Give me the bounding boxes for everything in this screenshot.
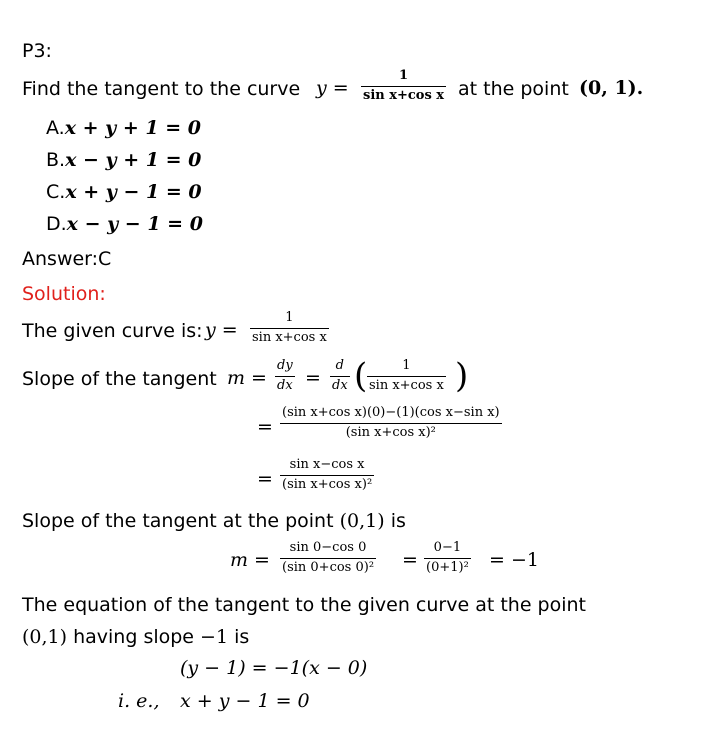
eq-text-1: The equation of the tangent to the given curve at the point	[22, 594, 587, 616]
eq-point: (0,1)	[22, 626, 68, 648]
eval-num-1: sin 0−cos 0	[289, 540, 367, 555]
option-expr: x − y − 1 = 0	[66, 213, 203, 235]
fraction-bar	[367, 376, 446, 377]
fraction-bar	[280, 475, 374, 476]
fraction-bar	[361, 86, 446, 87]
eval-num-2: 0−1	[433, 540, 462, 555]
option-b	[46, 149, 201, 171]
eval-fraction-2	[424, 540, 471, 576]
equals-sign: =	[257, 468, 273, 490]
d-dx-fraction	[330, 358, 350, 394]
step3-fraction	[280, 457, 374, 493]
eq-text-2: having slope	[73, 626, 194, 648]
question-frac-num: 1	[399, 68, 409, 83]
at-point-is: is	[390, 510, 406, 532]
option-letter: C.	[46, 181, 66, 203]
eval-den-1: (sin 0+cos 0)²	[282, 560, 375, 575]
option-expr: x + y + 1 = 0	[64, 117, 201, 139]
equals-sign: =	[257, 416, 273, 438]
option-expr: x + y − 1 = 0	[65, 181, 202, 203]
d: d	[335, 358, 344, 373]
given-text: The given curve is:	[22, 320, 203, 342]
dx2: dx	[332, 378, 348, 393]
fraction-bar	[424, 558, 471, 559]
fraction-bar	[330, 376, 350, 377]
eval-result: = −1	[489, 549, 539, 571]
slope-m-eq: m =	[227, 367, 267, 389]
option-a	[46, 117, 201, 139]
question-point: (0, 1).	[579, 77, 644, 99]
given-num: 1	[285, 310, 294, 325]
given-y-eq: y =	[205, 319, 238, 341]
answer-value: C	[98, 248, 112, 270]
inner-num: 1	[402, 358, 411, 373]
fraction-bar	[275, 376, 295, 377]
ie-label: i. e.,	[118, 690, 160, 712]
question-y-eq: y =	[316, 77, 349, 99]
answer	[22, 248, 111, 270]
equals-sign: =	[305, 367, 321, 389]
step3-den: (sin x+cos x)²	[282, 477, 373, 492]
right-paren: )	[455, 356, 469, 396]
inner-fraction	[367, 358, 446, 394]
eval-fraction-1	[280, 540, 376, 576]
given-den: sin x+cos x	[252, 330, 327, 345]
at-point-text: Slope of the tangent at the point	[22, 510, 334, 532]
left-paren: (	[354, 356, 368, 396]
question-fraction	[361, 68, 446, 104]
option-expr: x − y + 1 = 0	[65, 149, 202, 171]
step3-num: sin x−cos x	[289, 457, 365, 472]
at-point-coords: (0,1)	[339, 510, 385, 532]
inner-den: sin x+cos x	[369, 378, 444, 393]
eq-is: is	[234, 626, 250, 648]
dydx-fraction	[275, 358, 295, 394]
dx: dx	[277, 378, 293, 393]
option-letter: B.	[46, 149, 66, 171]
eq-slope: −1	[200, 626, 229, 648]
question-prefix: Find the tangent to the curve	[22, 78, 301, 100]
fraction-bar	[280, 558, 376, 559]
option-letter: D.	[46, 213, 67, 235]
eq-line-1: (y − 1) = −1(x − 0)	[180, 657, 368, 679]
eq-line-2: x + y − 1 = 0	[180, 690, 310, 712]
option-c	[46, 181, 202, 203]
question-frac-den: sin x+cos x	[363, 88, 445, 103]
eq-text-line2	[22, 626, 249, 648]
step2-den: (sin x+cos x)²	[345, 425, 436, 440]
slope-text: Slope of the tangent	[22, 368, 217, 390]
step2-num: (sin x+cos x)(0)−(1)(cos x−sin x)	[282, 405, 500, 420]
answer-label: Answer:	[22, 248, 99, 270]
eval-m-eq: m =	[230, 549, 270, 571]
step2-fraction	[280, 405, 502, 441]
given-fraction	[250, 310, 329, 346]
fraction-bar	[280, 423, 502, 424]
equals-sign: =	[402, 549, 418, 571]
problem-label: P3:	[22, 40, 52, 62]
question-suffix: at the point	[458, 78, 569, 100]
at-point-line	[22, 510, 406, 532]
option-d	[46, 213, 203, 235]
eval-den-2: (0+1)²	[426, 560, 469, 575]
option-letter: A.	[46, 117, 65, 139]
dy: dy	[277, 358, 293, 373]
fraction-bar	[250, 328, 329, 329]
solution-label: Solution:	[22, 283, 106, 305]
